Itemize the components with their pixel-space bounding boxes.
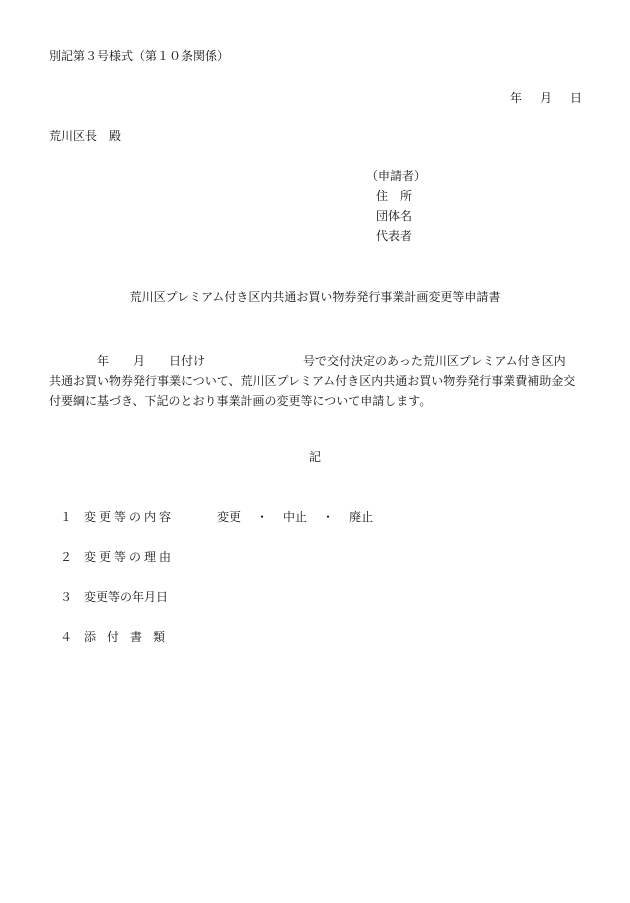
item-change-reason: [60, 551, 174, 563]
document-title: 荒川区プレミアム付き区内共通お買い物券発行事業計画変更等申請書: [129, 290, 501, 304]
option-separator: ・: [322, 510, 335, 524]
date-year: 年: [509, 91, 522, 105]
option-suspend: 中止: [283, 510, 308, 524]
body-line1-rest: 号で交付決定のあった荒川区プレミアム付き区内: [303, 354, 566, 368]
applicant-representative-label: 代表者: [376, 229, 413, 243]
change-type-options: [217, 511, 373, 523]
body-paragraph: [49, 351, 589, 411]
body-month: 月: [133, 354, 146, 368]
option-abolish: 廃止: [349, 510, 374, 524]
applicant-address-label: 住 所: [376, 189, 413, 203]
form-number: 別記第３号様式（第１０条関係）: [49, 49, 230, 63]
item-label: 変更等の理由: [84, 550, 175, 564]
body-dated: 日付け: [169, 354, 206, 368]
body-year: 年: [97, 354, 110, 368]
body-line-1: [49, 351, 589, 371]
item-number: １: [60, 510, 73, 524]
applicant-block: [366, 170, 426, 250]
item-label: 添付書類: [84, 630, 177, 644]
date-day: 日: [569, 91, 582, 105]
body-line-3: 付要綱に基づき、下記のとおり事業計画の変更等について申請します。: [49, 394, 432, 408]
option-separator: ・: [256, 510, 269, 524]
applicant-organization-label: 団体名: [376, 209, 413, 223]
item-number: ３: [60, 590, 73, 604]
item-label: 変更等の年月日: [84, 590, 169, 604]
item-number: ２: [60, 550, 73, 564]
applicant-heading: （申請者）: [366, 169, 427, 183]
item-change-date: [60, 591, 168, 603]
item-change-content: [60, 510, 374, 524]
item-attachments: [60, 631, 176, 643]
body-line-2: 共通お買い物券発行事業について、荒川区プレミアム付き区内共通お買い物券発行事業費補助金交: [49, 374, 576, 388]
item-label: 変更等の内容: [84, 510, 175, 524]
item-number: ４: [60, 630, 73, 644]
ki-heading: 記: [308, 450, 321, 464]
date-line: [510, 92, 582, 104]
date-month: 月: [539, 91, 552, 105]
addressee: 荒川区長 殿: [49, 129, 122, 143]
option-change: 変更: [217, 510, 242, 524]
